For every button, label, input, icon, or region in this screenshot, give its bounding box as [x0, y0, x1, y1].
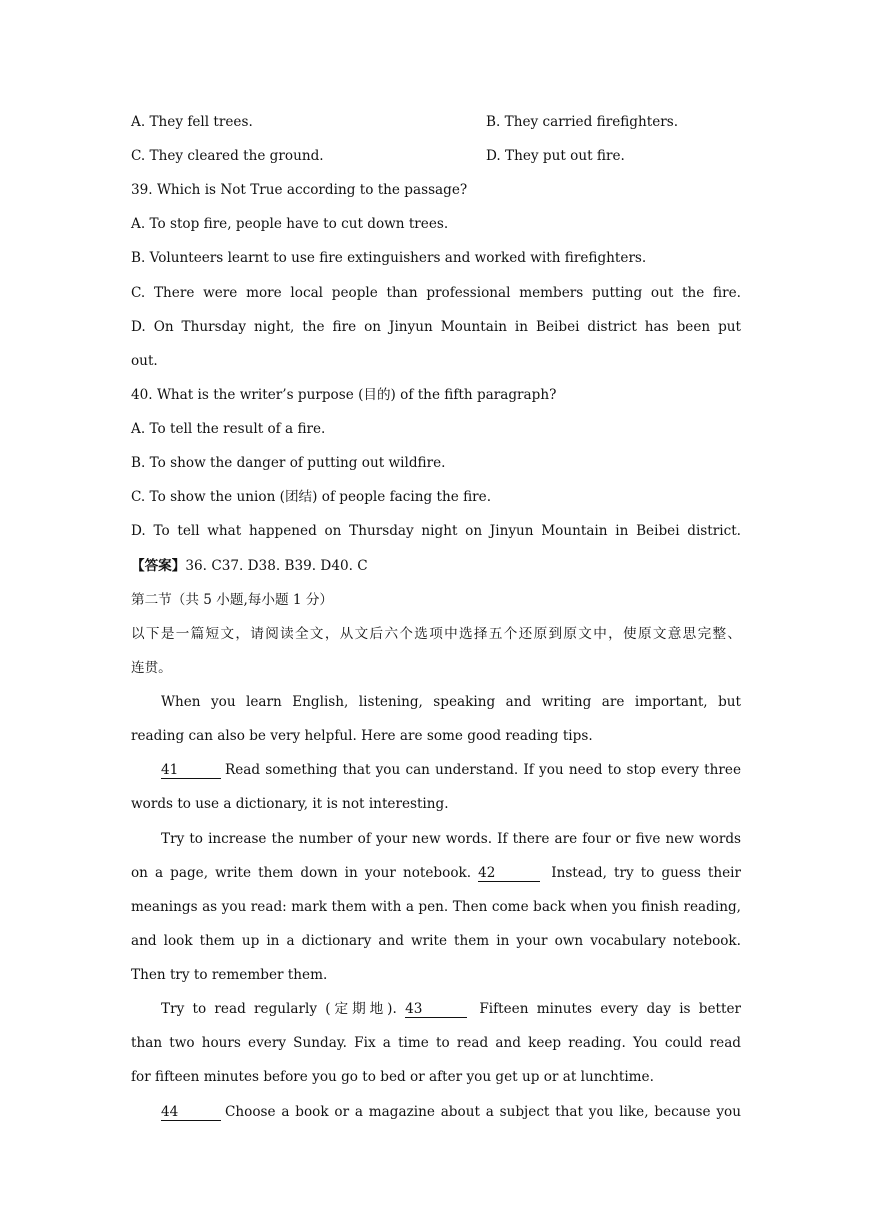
passage-p2-line1-text: Read something that you can understand. If you need to stop every three: [225, 762, 741, 778]
q40-option-c: C. To show the union (团结) of people facing the fire.: [131, 489, 492, 505]
q39-option-a: A. To stop fire, people have to cut down trees.: [131, 216, 449, 232]
passage-p1-line2: reading can also be very helpful. Here are some good reading tips.: [131, 728, 593, 744]
passage-p4-line1-text-a: Try to read regularly (定期地).: [161, 1001, 397, 1017]
q38-option-b: B. They carried firefighters.: [486, 114, 679, 130]
blank-41[interactable]: 41: [161, 762, 221, 779]
passage-p5-line1: [161, 1102, 741, 1122]
answer-label: 【答案】: [131, 558, 186, 574]
answer-line: [131, 556, 741, 576]
q40-stem: 40. What is the writer’s purpose (目的) of the fifth paragraph?: [131, 387, 557, 403]
blank-44[interactable]: 44: [161, 1104, 221, 1121]
passage-p3-line1: Try to increase the number of your new words. If there are four or five new words: [161, 831, 741, 847]
passage-p4-line2: than two hours every Sunday. Fix a time to read and keep reading. You could read: [131, 1035, 741, 1051]
passage-p3-line5: Then try to remember them.: [131, 967, 328, 983]
passage-p3-line2-text-a: on a page, write them down in your notebook.: [131, 865, 472, 881]
q38-option-d: D. They put out fire.: [486, 148, 625, 164]
passage-p3-line2: [131, 863, 741, 883]
q38-option-a: A. They fell trees.: [131, 114, 253, 130]
passage-p4-line1: [161, 999, 741, 1019]
passage-p3-line3: meanings as you read: mark them with a pen. Then come back when you finish reading,: [131, 899, 741, 915]
passage-p3-line2-text-b: Instead, try to guess their: [551, 865, 742, 881]
q40-option-d: D. To tell what happened on Thursday night on Jinyun Mountain in Beibei district.: [131, 523, 741, 539]
answer-text: 36. C37. D38. B39. D40. C: [185, 558, 368, 574]
blank-42[interactable]: 42: [478, 865, 540, 882]
passage-p4-line1-text-b: Fifteen minutes every day is better: [479, 1001, 741, 1017]
passage-p2-line1: [161, 760, 741, 780]
q39-option-d-line1: D. On Thursday night, the fire on Jinyun Mountain in Beibei district has been put: [131, 319, 741, 335]
section-instructions-line1: 以下是一篇短文，请阅读全文，从文后六个选项中选择五个还原到原文中，使原文意思完整、: [131, 626, 741, 642]
q39-option-c: C. There were more local people than professional members putting out the fire.: [131, 285, 741, 301]
passage-p5-line1-text: Choose a book or a magazine about a subject that you like, because you: [225, 1104, 741, 1120]
passage-p4-line3: for fifteen minutes before you go to bed or after you get up or at lunchtime.: [131, 1069, 654, 1085]
passage-p2-line2: words to use a dictionary, it is not interesting.: [131, 796, 449, 812]
passage-p1-line1: When you learn English, listening, speaking and writing are important, but: [161, 694, 741, 710]
q40-option-b: B. To show the danger of putting out wildfire.: [131, 455, 446, 471]
section-instructions-line2: 连贯。: [131, 660, 172, 676]
q39-stem: 39. Which is Not True according to the passage?: [131, 182, 468, 198]
q40-option-a: A. To tell the result of a fire.: [131, 421, 326, 437]
q38-option-c: C. They cleared the ground.: [131, 148, 324, 164]
section-title: 第二节（共 5 小题,每小题 1 分）: [131, 592, 334, 608]
blank-43[interactable]: 43: [405, 1001, 467, 1018]
q39-option-d-line2: out.: [131, 353, 158, 369]
q39-option-b: B. Volunteers learnt to use fire extinguishers and worked with firefighters.: [131, 250, 647, 266]
passage-p3-line4: and look them up in a dictionary and write them in your own vocabulary notebook.: [131, 933, 741, 949]
